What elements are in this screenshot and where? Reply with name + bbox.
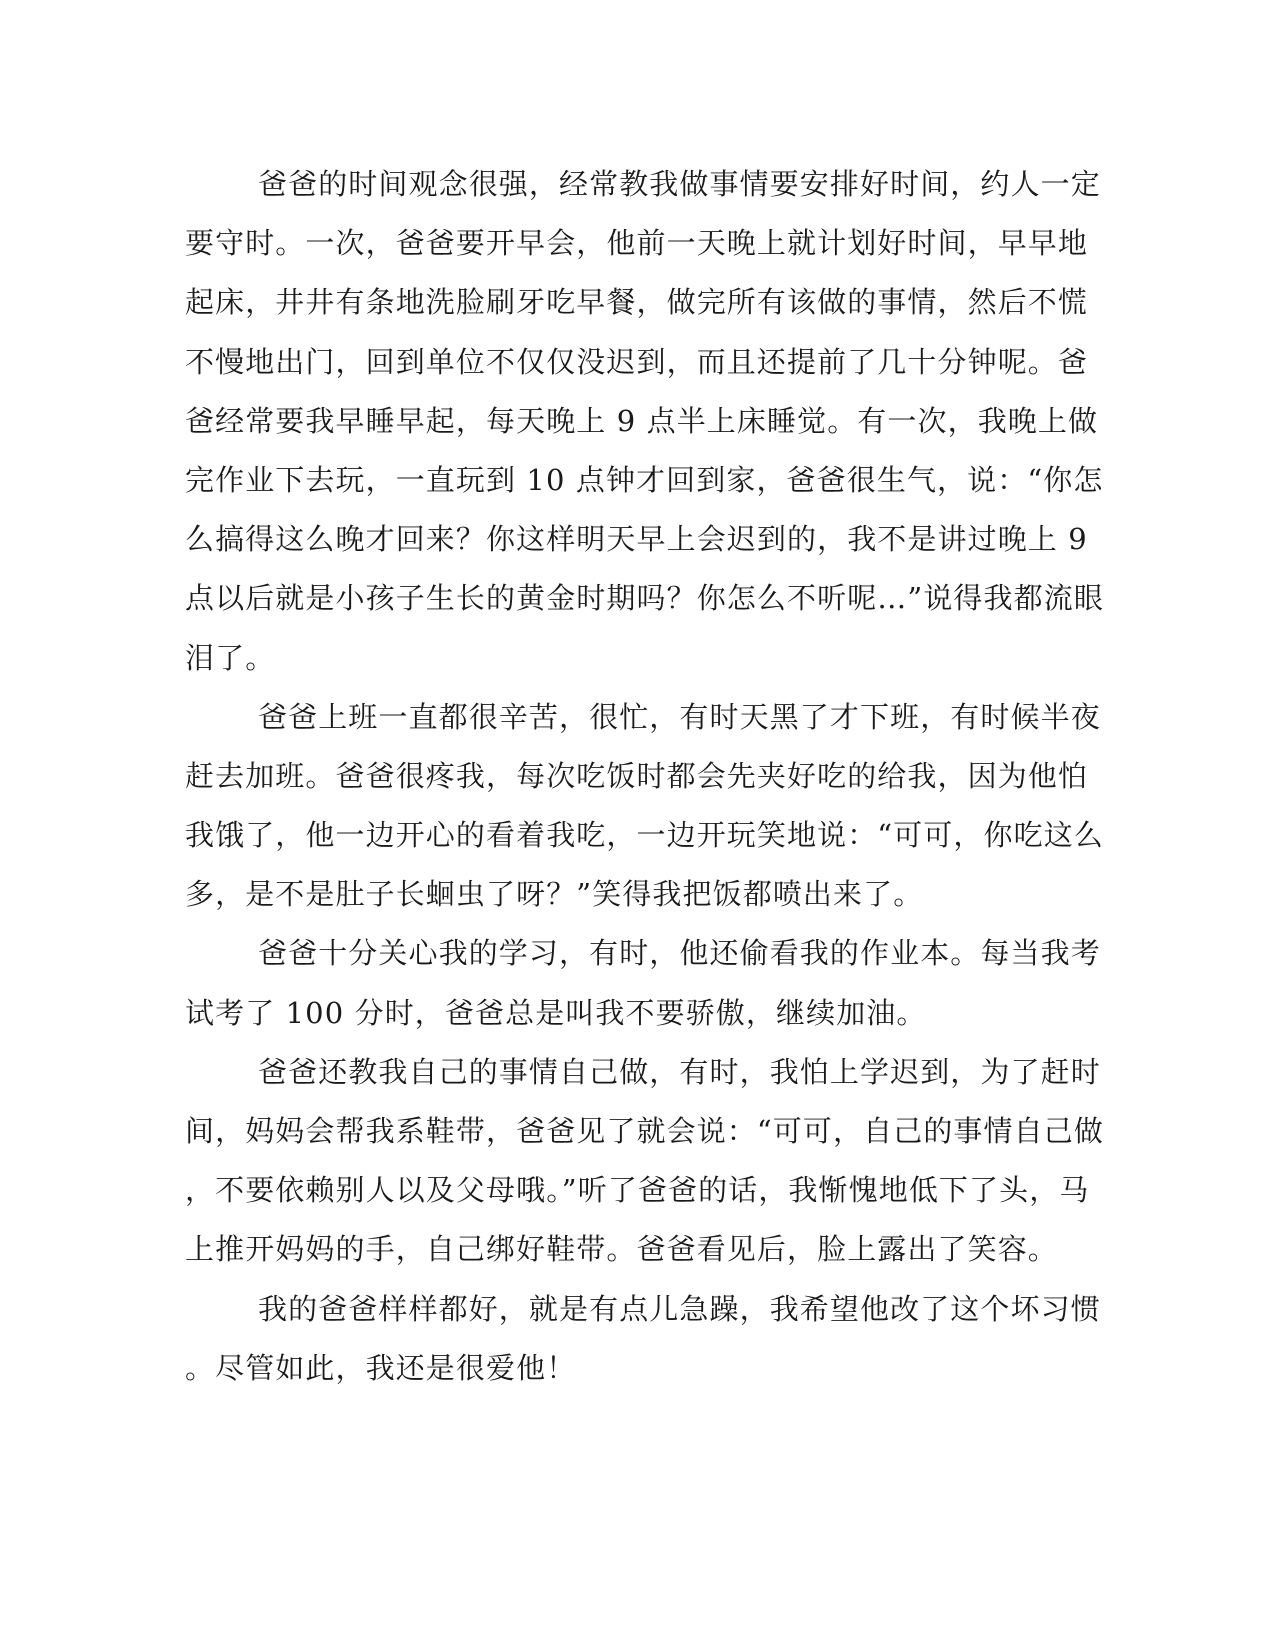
text-line: 爸爸的时间观念很强，经常教我做事情要安排好时间，约人一定 bbox=[258, 167, 1101, 201]
text-line: 起床，井井有条地洗脸刷牙吃早餐，做完所有该做的事情，然后不慌 bbox=[185, 285, 1089, 320]
text-line: 赶去加班。爸爸很疼我，每次吃饭时都会先夹好吃的给我，因为他怕 bbox=[185, 758, 1089, 793]
text-line: 上推开妈妈的手，自己绑好鞋带。爸爸看见后，脸上露出了笑容。 bbox=[185, 1232, 1058, 1267]
text-line: 泪了。 bbox=[185, 640, 276, 675]
text-line: 我饿了，他一边开心的看着我吃，一边开玩笑地说：“可可，你吃这么 bbox=[185, 818, 1104, 853]
text-line: 点以后就是小孩子生长的黄金时期吗？你怎么不听呢…”说得我都流眼 bbox=[185, 581, 1104, 616]
paragraph-study bbox=[185, 924, 1101, 1042]
paragraph-time-habits bbox=[185, 155, 1104, 688]
paragraph-independence bbox=[185, 1043, 1104, 1280]
paragraph-conclusion bbox=[185, 1280, 1101, 1398]
text-line: 爸爸上班一直都很辛苦，很忙，有时天黑了才下班，有时候半夜 bbox=[258, 699, 1101, 734]
text-line: 爸经常要我早睡早起，每天晚上 9 点半上床睡觉。有一次，我晚上做 bbox=[185, 403, 1099, 438]
text-line: 试考了 100 分时，爸爸总是叫我不要骄傲，继续加油。 bbox=[185, 995, 927, 1030]
document-body bbox=[185, 155, 1104, 1398]
text-line: 多，是不是肚子长蛔虫了呀？”笑得我把饭都喷出来了。 bbox=[185, 877, 924, 912]
text-line: ，不要依赖别人以及父母哦。”听了爸爸的话，我惭愧地低下了头，马 bbox=[185, 1173, 1090, 1208]
text-line: 么搞得这么晚才回来？你这样明天早上会迟到的，我不是讲过晚上 9 bbox=[185, 522, 1088, 557]
text-line: 完作业下去玩，一直玩到 10 点钟才回到家，爸爸很生气，说：“你怎 bbox=[185, 462, 1104, 497]
text-line: 要守时。一次，爸爸要开早会，他前一天晚上就计划好时间，早早地 bbox=[185, 226, 1089, 261]
text-line: 不慢地出门，回到单位不仅仅没迟到，而且还提前了几十分钟呢。爸 bbox=[185, 344, 1089, 379]
text-line: 我的爸爸样样都好，就是有点儿急躁，我希望他改了这个坏习惯 bbox=[258, 1291, 1101, 1326]
text-line: 爸爸十分关心我的学习，有时，他还偷看我的作业本。每当我考 bbox=[258, 936, 1101, 971]
paragraph-hard-work bbox=[185, 688, 1104, 925]
text-line: 。尽管如此，我还是很爱他！ bbox=[185, 1350, 577, 1385]
text-line: 爸爸还教我自己的事情自己做，有时，我怕上学迟到，为了赶时 bbox=[258, 1054, 1101, 1089]
text-line: 间，妈妈会帮我系鞋带，爸爸见了就会说：“可可，自己的事情自己做 bbox=[185, 1114, 1104, 1148]
